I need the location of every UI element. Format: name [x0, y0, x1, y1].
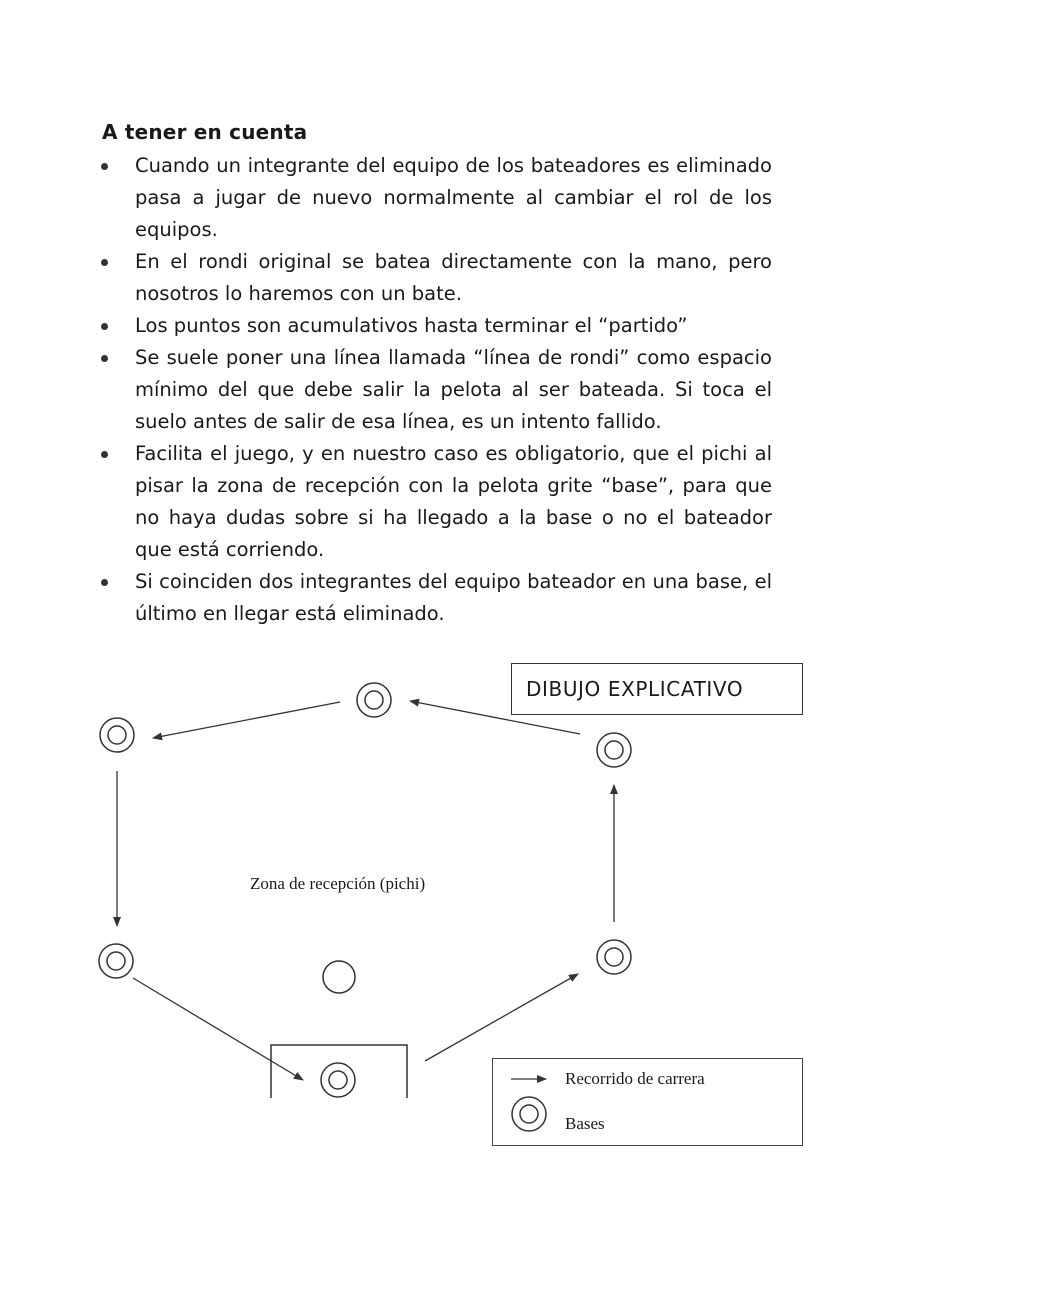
legend-base-label: Bases — [565, 1114, 605, 1133]
run-arrow — [153, 702, 340, 738]
run-arrow — [133, 978, 303, 1080]
base-icon — [100, 718, 134, 752]
base-icon — [597, 733, 631, 767]
base-icon — [99, 944, 133, 978]
home-base-icon — [321, 1063, 355, 1097]
base-icon — [357, 683, 391, 717]
list-item-text: Los puntos son acumulativos hasta terminar el “partido” — [135, 314, 688, 337]
list-item-text: Cuando un integrante del equipo de los bateadores es eliminado pasa a jugar de nuevo normalmente al cambiar el rol de los equipos. — [135, 154, 772, 241]
legend-run-label: Recorrido de carrera — [565, 1069, 705, 1088]
base-icon — [512, 1097, 546, 1131]
diagram-legend — [492, 1058, 803, 1146]
base-icon — [597, 940, 631, 974]
list-item-text: Si coinciden dos integrantes del equipo bateador en una base, el último en llegar está eliminado. — [135, 570, 772, 625]
list-item-text: Se suele poner una línea llamada “línea de rondi” como espacio mínimo del que debe salir la pelota al ser bateada. Si toca el suelo antes de salir de esa línea, es un intento fallido. — [135, 346, 772, 433]
run-arrow — [425, 974, 578, 1061]
list-item-text: En el rondi original se batea directamente con la mano, pero nosotros lo haremos con un bate. — [135, 250, 772, 305]
pitcher-spot-icon — [323, 961, 355, 993]
diagram-title: DIBUJO EXPLICATIVO — [511, 663, 803, 715]
section-heading: A tener en cuenta — [102, 120, 308, 144]
reception-zone-label: Zona de recepción (pichi) — [250, 874, 426, 893]
list-item-text: Facilita el juego, y en nuestro caso es obligatorio, que el pichi al pisar la zona de recepción con la pelota grite “base”, para que no haya dudas sobre si ha llegado a la base o no el bateador que está corriendo. — [135, 442, 772, 561]
